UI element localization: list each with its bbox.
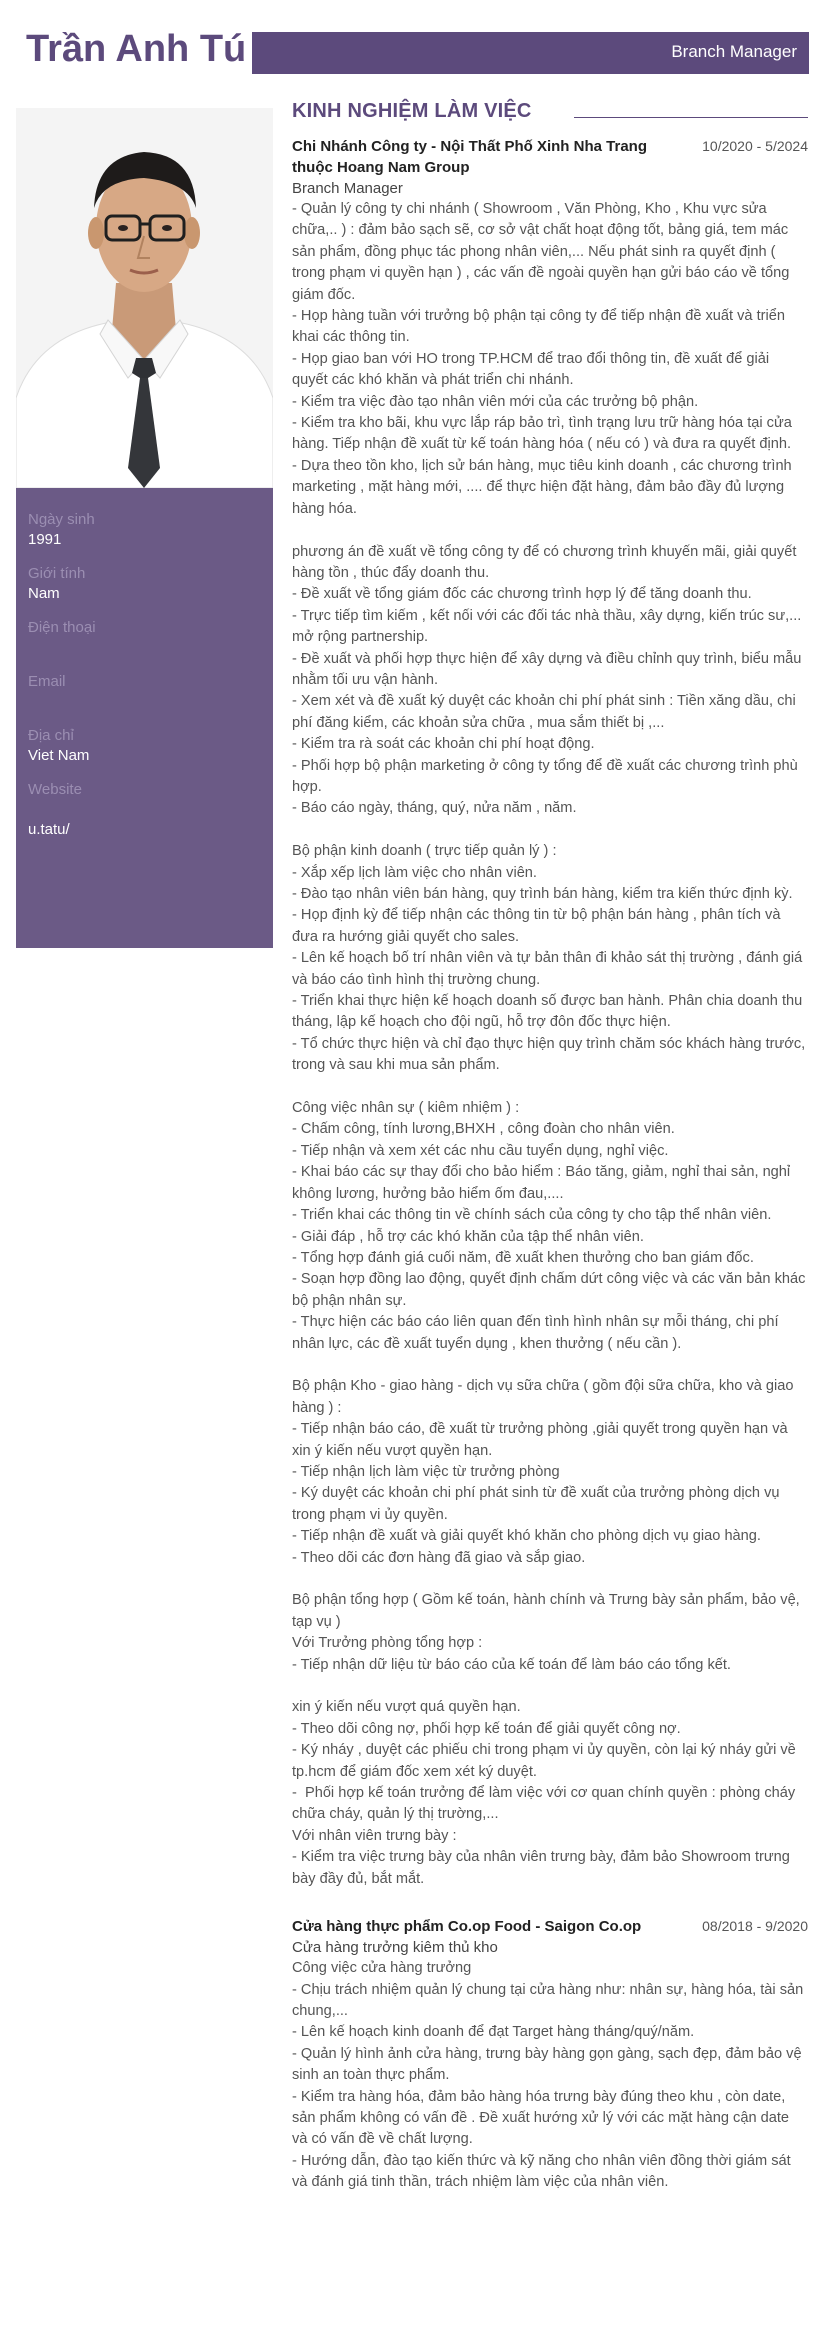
email-label: Email [28, 673, 66, 690]
personal-info-panel [16, 488, 273, 948]
main-content [292, 100, 808, 2194]
title-bar [252, 32, 809, 74]
section-divider [574, 117, 808, 118]
job-description: - Quản lý công ty chi nhánh ( Showroom , Văn Phòng, Kho , Khu vực sửa chữa,.. ) : đảm bảo sạch sẽ, cơ sở vật chất hoạt động tốt, bảng giá, tem mác sản phẩm, đồng phục tác phong nhân viên,... Nếu phát sinh ra quyết định ( trong phạm vi quyền hạn ) , các vấn đề ngoài quyền hạn gửi báo cáo về tổng giám đốc. - Họp hàng tuần với trưởng bộ phận tại công ty để tiếp nhận đề xuất và triển khai các thông tin. - Họp giao ban với HO trong TP.HCM để trao đổi thông tin, đề xuất để giải quyết các khó khăn và phát triển chi nhánh. - Kiểm tra việc đào tạo nhân viên mới của các trưởng bộ phận. - Kiểm tra kho bãi, khu vực lắp ráp bảo trì, tình trạng lưu trữ hàng hóa tại cửa hàng. Tiếp nhận đề xuất từ kế toán hàng hóa ( nếu có ) và đưa ra quyết định. - Dựa theo tồn kho, lịch sử bán hàng, mục tiêu kinh doanh , các chương trình marketing , mặt hàng mới, .... để thực hiện đặt hàng, đảm bảo đầy đủ lượng hàng hóa. phương án đề xuất về tổng công ty để có chương trình khuyến mãi, giải quyết hàng tồn , thúc đẩy doanh thu. - Đề xuất về tổng giám đốc các chương trình hợp lý để tăng doanh thu. - Trực tiếp tìm kiếm , kết nối với các đối tác nhà thầu, xây dựng, kiến trúc sư,... mở rộng partnership. - Đề xuất và phối hợp thực hiện để xây dựng và điều chỉnh quy trình, biểu mẫu nhằm tối ưu vận hành. - Xem xét và đề xuất ký duyệt các khoản chi phí phát sinh : Tiền xăng dầu, chi phí đăng kiểm, các khoản sửa chữa , mua sắm thiết bị ,... - Kiểm tra rà soát các khoản chi phí hoạt động. - Phối hợp bộ phận marketing ở công ty tổng để đề xuất các chương trình phù hợp. - Báo cáo ngày, tháng, quý, nửa năm , năm. Bộ phận kinh doanh ( trực tiếp quản lý ) : - Xắp xếp lịch làm việc cho nhân viên. - Đào tạo nhân viên bán hàng, quy trình bán hàng, kiểm tra kiến thức định kỳ. - Họp định kỳ để tiếp nhận các thông tin từ bộ phận bán hàng , phân tích và đưa ra hướng giải quyết cho sales. - Lên kế hoạch bố trí nhân viên và tự bản thân đi khảo sát thị trường , đánh giá và báo cáo tình hình thị trường chung. - Triển khai thực hiện kế hoạch doanh số được ban hành. Phân chia doanh thu tháng, lập kế hoạch cho đội ngũ, hỗ trợ đôn đốc thực hiện. - Tổ chức thực hiện và chỉ đạo thực hiện quy trình chăm sóc khách hàng trước, trong và sau khi mua sản phẩm. Công việc nhân sự ( kiêm nhiệm ) : - Chấm công, tính lương,BHXH , công đoàn cho nhân viên. - Tiếp nhận và xem xét các nhu cầu tuyển dụng, nghỉ việc. - Khai báo các sự thay đổi cho bảo hiểm : Báo tăng, giảm, nghỉ thai sản, nghỉ không lương, hưởng bảo hiểm ốm đau,.... - Triển khai các thông tin về chính sách của công ty cho tập thể nhân viên. - Giải đáp , hỗ trợ các khó khăn của tập thể nhân viên. - Tổng hợp đánh giá cuối năm, đề xuất khen thưởng cho ban giám đốc. - Soạn hợp đồng lao động, quyết định chấm dứt công việc và các văn bản khác bộ phận nhân sự. - Thực hiện các báo cáo liên quan đến tình hình nhân sự mỗi tháng, chi phí nhân lực, các đề xuất tuyển dụng , khen thưởng ( nếu cần ). Bộ phận Kho - giao hàng - dịch vụ sữa chữa ( gồm đội sữa chữa, kho và giao hàng ) : - Tiếp nhận báo cáo, đề xuất từ trưởng phòng ,giải quyết trong quyền hạn và xin ý kiến nếu vượt quyền hạn. - Tiếp nhận lịch làm việc từ trưởng phòng - Ký duyệt các khoản chi phí phát sinh từ đề xuất của trưởng phòng dịch vụ trong phạm vi ủy quyền. - Tiếp nhận đề xuất và giải quyết khó khăn cho phòng dịch vụ giao hàng. - Theo dõi các đơn hàng đã giao và sắp giao. Bộ phận tổng hợp ( Gồm kế toán, hành chính và Trưng bày sản phẩm, bảo vệ, tạp vụ ) Với Trưởng phòng tổng hợp : - Tiếp nhận dữ liệu từ báo cáo của kế toán để làm báo cáo tổng kết. xin ý kiến nếu vượt quá quyền hạn. - Theo dõi công nợ, phối hợp kế toán để giải quyết công nợ. - Ký nháy , duyệt các phiếu chi trong phạm vi ủy quyền, còn lại ký nháy gửi về tp.hcm để giám đốc xem xét ký duyệt. - Phối hợp kế toán trưởng để làm việc với cơ quan chính quyền : phòng cháy chữa cháy, quản lý thị trường,... Với nhân viên trưng bày : - Kiểm tra việc trưng bày của nhân viên trưng bày, đảm bảo Showroom trưng bày đầy đủ, bắt mắt. [292, 201, 806, 1887]
job-header [292, 1916, 808, 1937]
company-name: Cửa hàng thực phẩm Co.op Food - Saigon Co.op [292, 1918, 642, 1936]
birth-group [28, 510, 261, 550]
experience-heading: KINH NGHIỆM LÀM VIỆC [292, 100, 532, 122]
job-role: Cửa hàng trưởng kiêm thủ kho [292, 1939, 498, 1957]
job-date: 10/2020 - 5/2024 [702, 138, 808, 154]
phone-label: Điện thoại [28, 619, 96, 636]
experience-section-title [292, 100, 808, 128]
website-label: Website [28, 781, 82, 798]
phone-value [28, 638, 261, 658]
company-name: Chi Nhánh Công ty - Nội Thất Phố Xinh Nha Trang thuộc Hoang Nam Group [292, 138, 647, 176]
birth-value: 1991 [28, 531, 62, 548]
email-value [28, 692, 261, 712]
birth-label: Ngày sinh [28, 511, 95, 528]
job-role: Branch Manager [292, 180, 403, 197]
job-header [292, 136, 808, 178]
gender-group [28, 564, 261, 604]
job-entry [292, 1916, 808, 2193]
job-date: 08/2018 - 9/2020 [702, 1918, 808, 1935]
job-title: Branch Manager [671, 42, 797, 61]
sidebar [16, 108, 273, 948]
address-group [28, 726, 261, 766]
gender-value: Nam [28, 585, 60, 602]
address-value: Viet Nam [28, 747, 90, 764]
phone-group [28, 618, 261, 658]
website-group [28, 780, 261, 840]
candidate-name: Trần Anh Tú [26, 28, 247, 70]
website-value [28, 800, 261, 820]
address-label: Địa chỉ [28, 727, 74, 744]
job-entry [292, 136, 808, 1890]
profile-photo [16, 108, 273, 488]
email-group [28, 672, 261, 712]
website-link[interactable]: u.tatu/ [28, 821, 70, 838]
gender-label: Giới tính [28, 565, 86, 582]
job-description: Công việc cửa hàng trưởng - Chịu trách nhiệm quản lý chung tại cửa hàng như: nhân sự, hàng hóa, tài sản chung,... - Lên kế hoạch kinh doanh để đạt Target hàng tháng/quý/năm. - Quản lý hình ảnh cửa hàng, trưng bày hàng gọn gàng, sạch đẹp, đảm bảo vệ sinh an toàn thực phẩm. - Kiểm tra hàng hóa, đảm bảo hàng hóa trưng bày đúng theo khu , còn date, sản phẩm không có vấn đề . Đề xuất hướng xử lý với các mặt hàng cận date và có vấn đề về chất lượng. - Hướng dẫn, đào tạo kiến thức và kỹ năng cho nhân viên đồng thời giám sát và đánh giá tinh thần, trách nhiệm làm việc của nhân viên. [292, 1960, 804, 2191]
